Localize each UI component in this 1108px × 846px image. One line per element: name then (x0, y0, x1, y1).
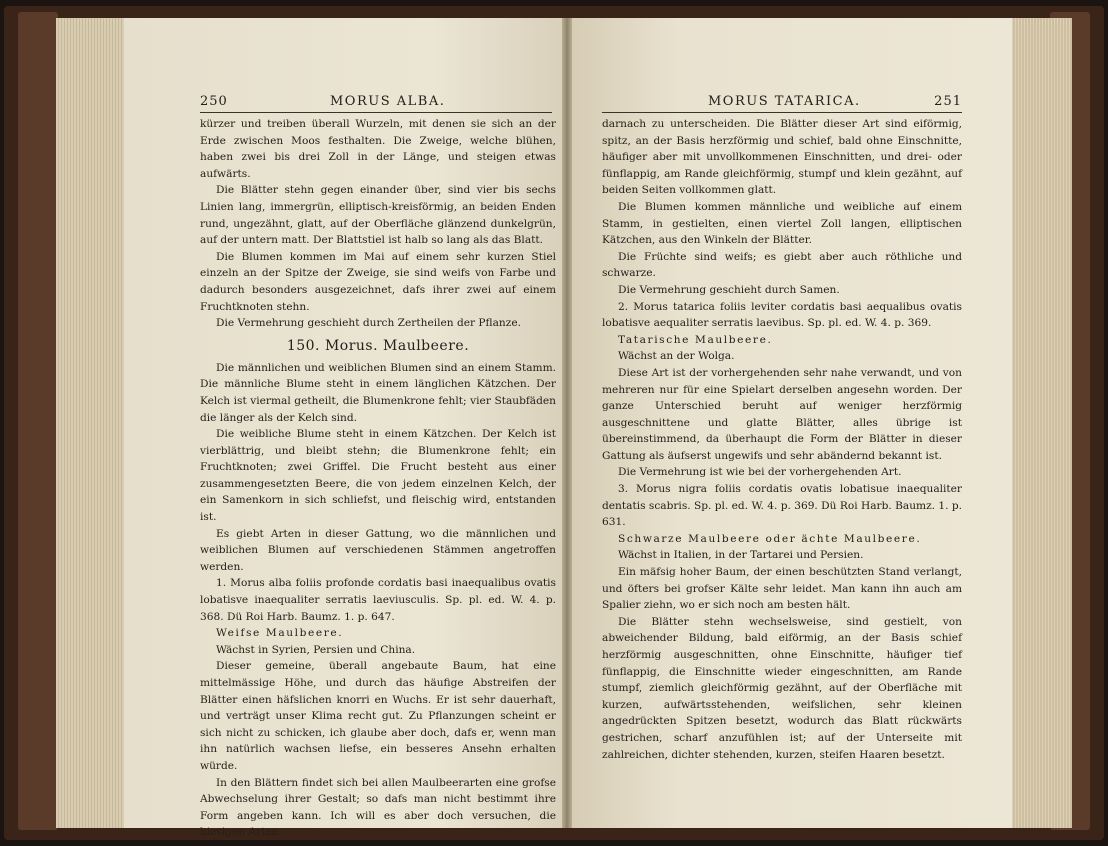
page-edges-left (56, 18, 126, 828)
book-gutter (562, 18, 572, 828)
right-page-number: 251 (934, 94, 962, 109)
paragraph: darnach zu unterscheiden. Die Blätter dieser Art sind eiförmig, spitz, an der Basis herzförmig und schief, bald ohne Einschnitte, häufiger aber mit unvollkommenen Einschnitten, und drei- oder fünflappig, am Rande gleichförmig, stumpf und klein gezähnt, auf beiden Seiten vollkommen glatt. (602, 118, 962, 197)
paragraph: Die Früchte sind weifs; es giebt aber auch röthliche und schwarze. (602, 250, 962, 280)
right-running-head (602, 92, 962, 113)
paragraph: Ein mäfsig hoher Baum, der einen beschützten Stand verlangt, und öfters bei grofser Kälte sehr leidet. Man kann ihn auch am Spalier ziehn, wo er sich noch am besten hält. (602, 566, 962, 612)
paragraph: kürzer und treiben überall Wurzeln, mit denen sie sich an der Erde zwischen Moos festhalten. Die Zweige, welche blühen, haben zwei bis drei Zoll in der Länge, und steigen etwas aufwärts. (200, 118, 556, 180)
species-entry: 2. Morus tatarica foliis leviter cordatis basi aequalibus ovatis lobatisve aequaliter serratis laevibus. Sp. pl. ed. W. 4. p. 369. (602, 300, 962, 330)
paragraph: Die Vermehrung ist wie bei der vorhergehenden Art. (618, 466, 902, 479)
right-page (568, 18, 1012, 828)
paragraph: Die Vermehrung geschieht durch Zertheilen der Pflanze. (216, 317, 521, 330)
left-running-title: MORUS ALBA. (330, 94, 446, 109)
page-edges-right (1010, 18, 1072, 828)
paragraph: Wächst in Italien, in der Tartarei und Persien. (618, 549, 864, 562)
species-title: Weifse Maulbeere. (216, 627, 344, 640)
paragraph: Dieser gemeine, überall angebaute Baum, hat eine mittelmässige Höhe, und durch das häufige Abstreifen der Blätter einen häfslichen knorri en Wuchs. Er ist sehr dauerhaft, und verträgt unser Klima recht gut. Zu Pflanzungen scheint er sich nicht zu schicken, ich glaube aber doch, dafs er, wenn man ihn natürlich wachsen liefse, ein besseres Ansehn erhalten würde. (200, 660, 556, 772)
paragraph: Die weibliche Blume steht in einem Kätzchen. Der Kelch ist vierblättrig, und bleibt stehn; die Blumenkrone fehlt; ein Fruchtknoten; zwei Griffel. Die Frucht besteht aus einer zusammengesetzten Beere, die von jedem einzelnen Kelch, der ein Samenkorn in sich schliefst, und fleischig wird, entstanden ist. (200, 428, 556, 524)
paragraph: Wächst in Syrien, Persien und China. (216, 643, 416, 656)
paragraph: Die Blumen kommen männliche und weibliche auf einem Stamm, in gestielten, einen viertel Zoll langen, elliptischen Kätzchen, aus den Winkeln der Blätter. (602, 200, 962, 247)
species-entry: 1. Morus alba foliis profonde cordatis basi inaequalibus ovatis lobatisve inaequaliter serratis laeviusculis. Sp. pl. ed. W. 4. p. 368. Dü Roi Harb. Baumz. 1. p. 647. (200, 577, 556, 623)
paragraph: Es giebt Arten in dieser Gattung, wo die männlichen und weiblichen Blumen auf verschiedenen Stämmen angetroffen werden. (200, 527, 556, 573)
paragraph: Die männlichen und weiblichen Blumen sind an einem Stamm. Die männliche Blume steht in einem länglichen Kätzchen. Der Kelch ist viermal getheilt, die Blumenkrone fehlt; vier Staubfäden die länger als der Kelch sind. (200, 361, 556, 424)
paragraph: Wächst an der Wolga. (618, 350, 735, 363)
paragraph: In den Blättern findet sich bei allen Maulbeerarten eine grofse Abwechselung ihrer Gestalt; so dafs man nicht bestimmt ihre Form angeben kann. Ich will es aber doch versuchen, die hiesigen Arten (200, 776, 556, 839)
species-title: Tatarische Maulbeere. (618, 333, 773, 346)
right-running-title: MORUS TATARICA. (708, 94, 861, 109)
paragraph: Die Vermehrung geschieht durch Samen. (618, 283, 840, 296)
left-page (124, 18, 566, 839)
species-title: Schwarze Maulbeere oder ächte Maulbeere. (618, 532, 922, 545)
left-page-number: 250 (200, 94, 228, 109)
paragraph: Die Blätter stehn wechselsweise, sind gestielt, von abweichender Bildung, bald eiförmig, an der Basis schief herzförmig ausgeschnitten, ohne Einschnitte, häufiger tief fünflappig, die Einschnitte wieder eingeschnitten, am Rande stumpf, ziemlich gleichförmig gezähnt, auf der Oberfläche mit kurzen, aufwärtsstehenden, weifslichen, sehr kleinen angedrückten Spitzen besetzt, wodurch das Blatt rückwärts gestrichen, scharf anzufühlen ist; auf der Unterseite mit zahlreichen, dichter stehenden, kurzen, steifen Haaren besetzt. (602, 615, 962, 761)
species-entry: 3. Morus nigra foliis cordatis ovatis lobatisue inaequaliter dentatis scabris. Sp. pl. ed. W. 4. p. 369. Dü Roi Harb. Baumz. 1. p. 631. (602, 483, 963, 529)
paragraph: Diese Art ist der vorhergehenden sehr nahe verwandt, und von mehreren nur für eine Spielart derselben angesehn worden. Der ganze Unterschied beruht auf weniger herzförmig ausgeschnittene und glatte Blätter, alles übrige ist übereinstimmend, da überhaupt die Form der Blätter in dieser Gattung als äufserst ungewifs und sehr abändernd bekannt ist. (602, 366, 962, 462)
paragraph: Die Blätter stehn gegen einander über, sind vier bis sechs Linien lang, immergrün, elliptisch-kreisförmig, an beiden Enden rund, ungezähnt, glatt, auf der Oberfläche glänzend dunkelgrün, auf der untern matt. Der Blattstiel ist halb so lang als das Blatt. (200, 184, 556, 247)
section-heading: 150. Morus. Maulbeere. (286, 337, 470, 354)
paragraph: Die Blumen kommen im Mai auf einem sehr kurzen Stiel einzeln an der Spitze der Zweige, sie sind weifs von Farbe und dadurch besonders ausgezeichnet, dafs ihrer zwei auf einem Fruchtknoten stehn. (200, 250, 556, 313)
left-running-head (200, 92, 552, 113)
left-body-text (200, 116, 556, 841)
right-body-text (602, 116, 962, 763)
